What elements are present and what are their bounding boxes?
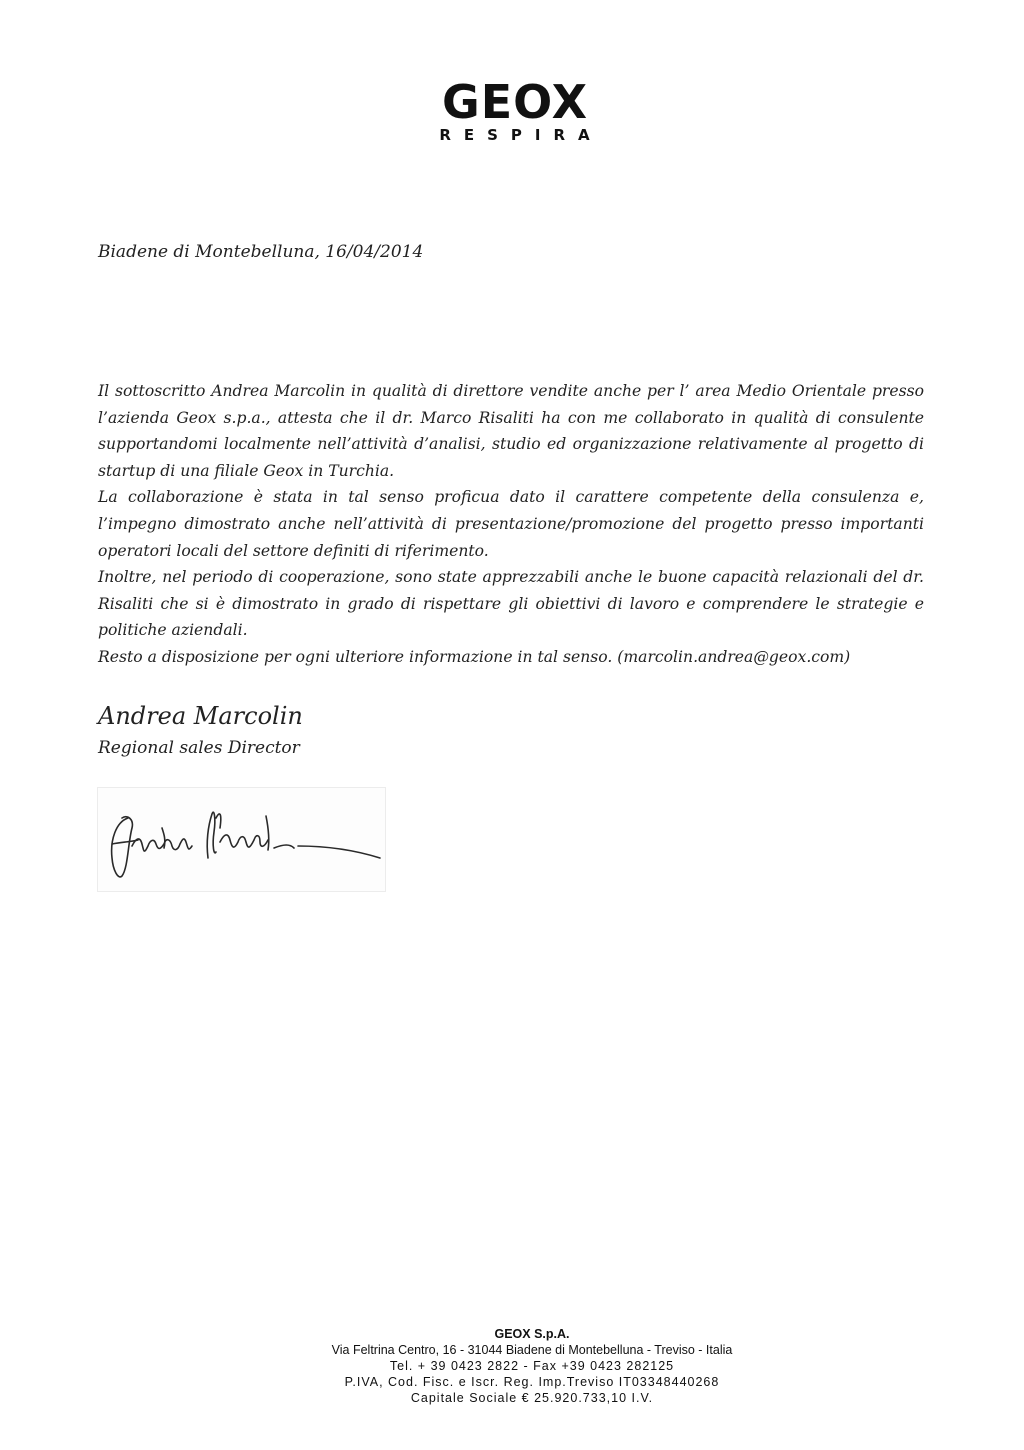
paragraph-2: La collaborazione è stata in tal senso proficua dato il carattere competente della consulenza e, l’impegno dimostrato anche nell’attività di presentazione/promozione del progetto presso importanti operatori locali del settore definiti di riferimento. [98, 488, 924, 560]
company-footer [212, 1326, 852, 1406]
geox-logo [400, 75, 630, 144]
paragraph-4: Resto a disposizione per ogni ulteriore informazione in tal senso. (marcolin.andrea@geox.com) [98, 647, 851, 666]
signature-image [98, 788, 385, 891]
paragraph-3: Inoltre, nel periodo di cooperazione, sono state apprezzabili anche le buone capacità relazionali del dr. Risaliti che si è dimostrato in grado di rispettare gli obiettivi di lavoro e comprendere le strategie e politiche aziendali. [98, 568, 924, 640]
handwritten-signature [97, 787, 386, 892]
logo-sub-text: RESPIRA [439, 126, 603, 144]
footer-tax: P.IVA, Cod. Fisc. e Iscr. Reg. Imp.Treviso IT03348440268 [344, 1375, 720, 1389]
footer-company: GEOX S.p.A. [494, 1327, 570, 1341]
paragraph-1: Il sottoscritto Andrea Marcolin in qualità di direttore vendite anche per l’ area Medio Orientale presso l’azienda Geox s.p.a., attesta che il dr. Marco Risaliti ha con me collaborato in qualità di consulente supportandomi localmente nell’attività d’analisi, studio ed organizzazione relativamente al progetto di startup di una filiale Geox in Turchia. [98, 382, 924, 480]
letter-body [98, 378, 924, 671]
footer-phone: Tel. + 39 0423 2822 - Fax +39 0423 282125 [389, 1359, 675, 1373]
footer-capital: Capitale Sociale € 25.920.733,10 I.V. [410, 1391, 654, 1405]
signer-name: Andrea Marcolin [98, 702, 303, 730]
footer-address: Via Feltrina Centro, 16 - 31044 Biadene di Montebelluna - Treviso - Italia [331, 1343, 733, 1357]
date-line: Biadene di Montebelluna, 16/04/2014 [98, 242, 424, 262]
signer-role: Regional sales Director [98, 738, 300, 758]
logo-main-text: GEOX [441, 75, 589, 129]
